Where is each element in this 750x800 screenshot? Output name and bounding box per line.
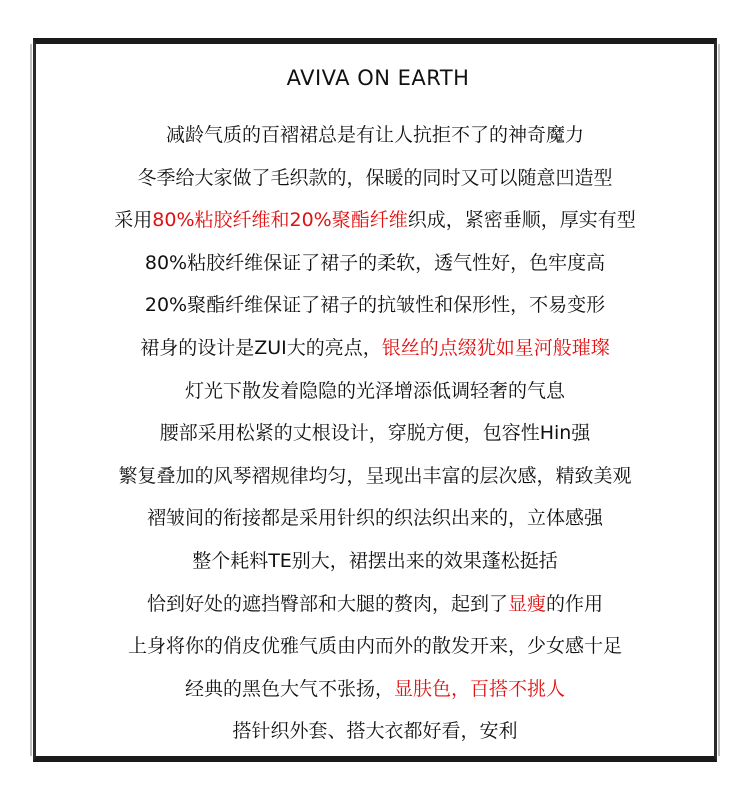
description-line <box>36 293 714 317</box>
description-line <box>36 208 714 232</box>
line-text: 搭针织外套、搭大衣都好看，安利 <box>232 720 518 743</box>
line-text: 的作用 <box>546 592 604 615</box>
description-card <box>33 38 717 762</box>
line-text: 减龄气质的百褶裙总是有让人抗拒不了的神奇魔力 <box>165 124 584 146</box>
line-text: 织成，紧密垂顺，厚实有型 <box>407 209 636 232</box>
line-text: 经典的黑色大气不张扬， <box>184 677 394 700</box>
line-text: 灯光下散发着隐隐的光泽增添低调轻奢的气息 <box>184 379 565 402</box>
highlighted-text: 银丝的点缀犹如星河般璀璨 <box>381 337 610 359</box>
description-line <box>36 677 714 701</box>
highlighted-text: 显瘦 <box>507 592 546 615</box>
description-line <box>36 251 714 275</box>
card-title: AVIVA ON EARTH <box>286 66 470 90</box>
line-text: 采用 <box>114 209 153 232</box>
description-line <box>36 549 714 573</box>
frame-shadow-right <box>718 44 720 756</box>
description-line <box>36 379 714 403</box>
line-text: 恰到好处的遮挡臀部和大腿的赘肉，起到了 <box>146 592 508 615</box>
description-line <box>36 421 714 445</box>
description-line <box>36 592 714 616</box>
line-text: 整个耗料TE别大，裙摆出来的效果蓬松挺括 <box>192 550 558 572</box>
line-text: 繁复叠加的风琴褶规律均匀，呈现出丰富的层次感，精致美观 <box>118 464 632 487</box>
highlighted-text: 80%粘胶纤维和20%聚酯纤维 <box>152 209 408 232</box>
line-text: 上身将你的俏皮优雅气质由内而外的散发开来，少女感十足 <box>127 635 622 658</box>
description-line <box>36 123 714 147</box>
line-text: 裙身的设计是ZUI大的亮点， <box>140 337 382 359</box>
highlighted-text: 显肤色，百搭不挑人 <box>394 677 566 700</box>
description-line <box>36 634 714 658</box>
frame-shadow-left <box>30 44 32 756</box>
line-text: 褶皱间的衔接都是采用针织的织法织出来的，立体感强 <box>146 507 603 530</box>
description-line <box>36 506 714 530</box>
line-text: 20%聚酯纤维保证了裙子的抗皱性和保形性，不易变形 <box>144 294 606 317</box>
line-text: 腰部采用松紧的丈根设计，穿脱方便，包容性Hin强 <box>159 422 591 445</box>
description-line <box>36 166 714 190</box>
description-line <box>36 336 714 360</box>
description-line <box>36 719 714 743</box>
line-text: 80%粘胶纤维保证了裙子的柔软，透气性好，色牢度高 <box>144 251 606 274</box>
description-line <box>36 464 714 488</box>
line-text: 冬季给大家做了毛织款的，保暖的同时又可以随意凹造型 <box>137 166 613 189</box>
